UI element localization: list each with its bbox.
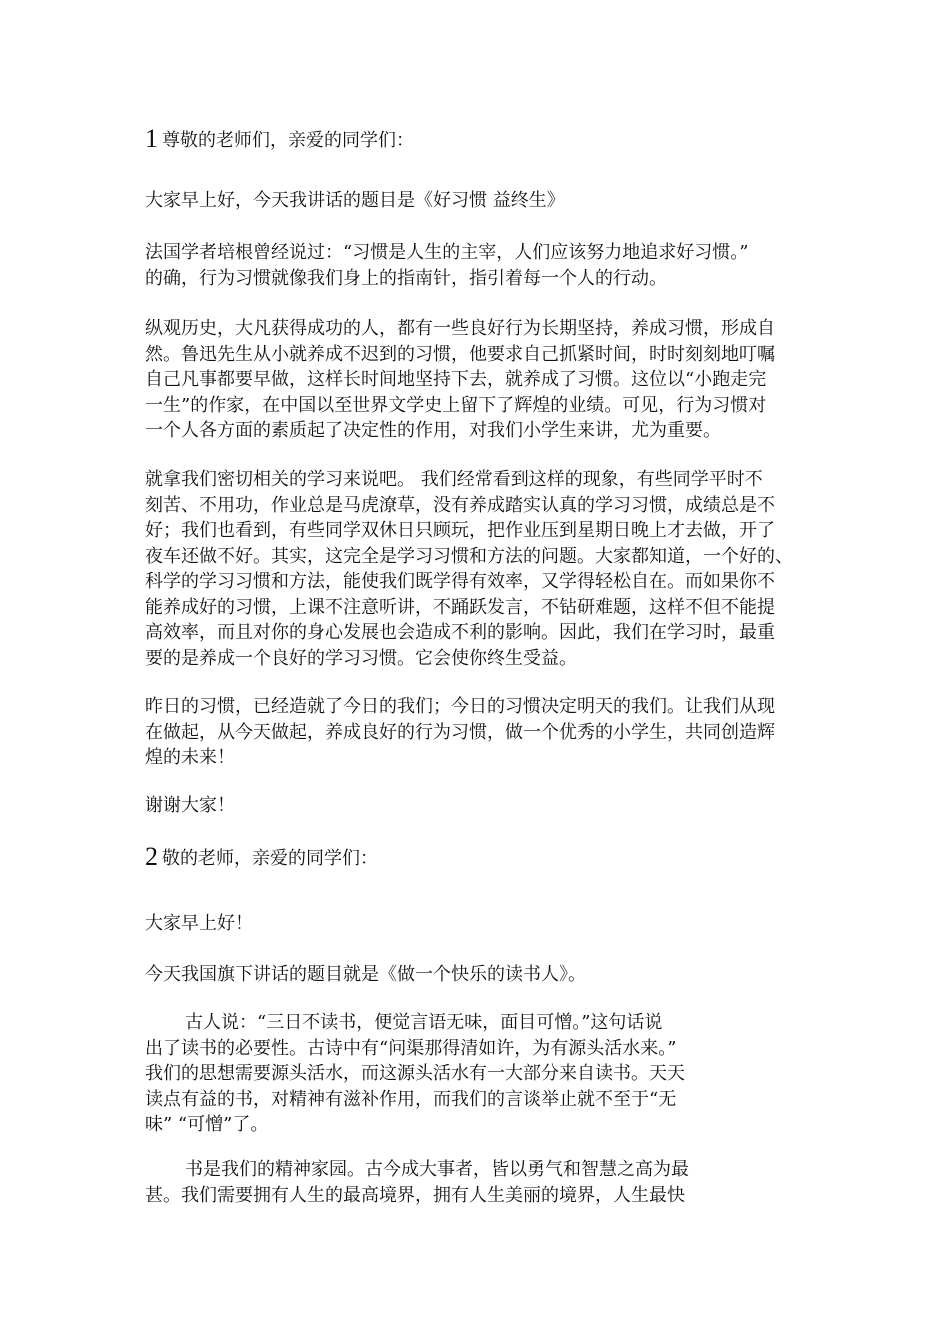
text-line: 科学的学习习惯和方法，能使我们既学得有效率，又学得轻松自在。而如果你不: [145, 571, 775, 592]
speech1-salutation: 尊敬的老师们，亲爱的同学们：: [162, 130, 414, 151]
speech2-salutation: 敬的老师，亲爱的同学们：: [162, 848, 378, 869]
text-line: 的确，行为习惯就像我们身上的指南针，指引着每一个人的行动。: [145, 267, 667, 289]
speech2-paragraph-4: [145, 1157, 725, 1208]
text-line: 一个人各方面的素质起了决定性的作用，对我们小学生来讲，尤为重要。: [145, 420, 721, 441]
text-line: 书是我们的精神家园。古今成大事者，皆以勇气和智慧之高为最: [185, 1159, 689, 1180]
text-line: 刻苦、不用功，作业总是马虎潦草，没有养成踏实认真的学习习惯，成绩总是不: [145, 494, 775, 516]
text-line: 读点有益的书，对精神有滋补作用，而我们的言谈举止就不至于“无: [145, 1088, 677, 1110]
speech2-paragraph-3: [145, 1010, 725, 1138]
text-line: 纵观历史，大凡获得成功的人，都有一些良好行为长期坚持，养成习惯，形成自: [145, 318, 775, 339]
text-line: 甚。我们需要拥有人生的最高境界，拥有人生美丽的境界，人生最快: [145, 1184, 685, 1206]
speech1-closing: [145, 793, 815, 819]
text-line: 就拿我们密切相关的学习来说吧。 我们经常看到这样的现象，有些同学平时不: [145, 469, 763, 490]
text-line: 我们的思想需要源头活水，而这源头活水有一大部分来自读书。天天: [145, 1063, 685, 1084]
text-line: 夜车还做不好。其实，这完全是学习习惯和方法的问题。大家都知道，一个好的、: [145, 545, 793, 567]
text-line: 自己凡事都要早做，这样长时间地坚持下去，就养成了习惯。这位以“小跑走完: [145, 369, 767, 390]
text-line: 昨日的习惯，已经造就了今日的我们；今日的习惯决定明天的我们。让我们从现: [145, 696, 775, 717]
speech1-paragraph-5: [145, 694, 815, 771]
text-line: 法国学者培根曾经说过：“习惯是人生的主宰，人们应该努力地追求好习惯。”: [145, 242, 749, 263]
speech2-heading: [145, 842, 378, 872]
speech1-paragraph-4: [145, 467, 815, 671]
speech1-number: 1: [145, 124, 158, 153]
text-line: 然。鲁迅先生从小就养成不迟到的习惯，他要求自己抓紧时间，时时刻刻地叮嘱: [145, 343, 775, 365]
text-line: 要的是养成一个良好的学习习惯。它会使你终生受益。: [145, 647, 577, 669]
text-line: 高效率，而且对你的身心发展也会造成不利的影响。因此，我们在学习时，最重: [145, 622, 775, 643]
text-line: 能养成好的习惯，上课不注意听讲，不踊跃发言，不钻研难题，这样不但不能提: [145, 596, 775, 618]
speech1-paragraph-1: [145, 188, 815, 214]
speech2-paragraph-1: [145, 911, 815, 937]
speech2-paragraph-2: [145, 962, 815, 988]
text-line: 大家早上好！: [145, 913, 253, 934]
text-line: 好；我们也看到，有些同学双休日只顾玩，把作业压到星期日晚上才去做，开了: [145, 520, 775, 541]
speech1-paragraph-2: [145, 240, 815, 291]
text-line: 在做起，从今天做起，养成良好的行为习惯，做一个优秀的小学生，共同创造辉: [145, 721, 775, 743]
text-line: 煌的未来！: [145, 747, 235, 768]
speech2-number: 2: [145, 842, 158, 871]
speech1-paragraph-3: [145, 316, 815, 444]
text-line: 一生”的作家，在中国以至世界文学史上留下了辉煌的业绩。可见，行为习惯对: [145, 394, 767, 416]
text-line: 出了读书的必要性。古诗中有“问渠那得清如许，为有源头活水来。”: [145, 1037, 677, 1059]
text-line: 古人说：“三日不读书，便觉言语无味，面目可憎。”这句话说: [185, 1012, 663, 1033]
text-line: 大家早上好，今天我讲话的题目是《好习惯 益终生》: [145, 190, 565, 211]
text-line: 今天我国旗下讲话的题目就是《做一个快乐的读书人》。: [145, 964, 586, 985]
speech1-heading: [145, 124, 414, 154]
text-line: 谢谢大家！: [145, 795, 235, 816]
text-line: 味” “可憎”了。: [145, 1114, 269, 1135]
